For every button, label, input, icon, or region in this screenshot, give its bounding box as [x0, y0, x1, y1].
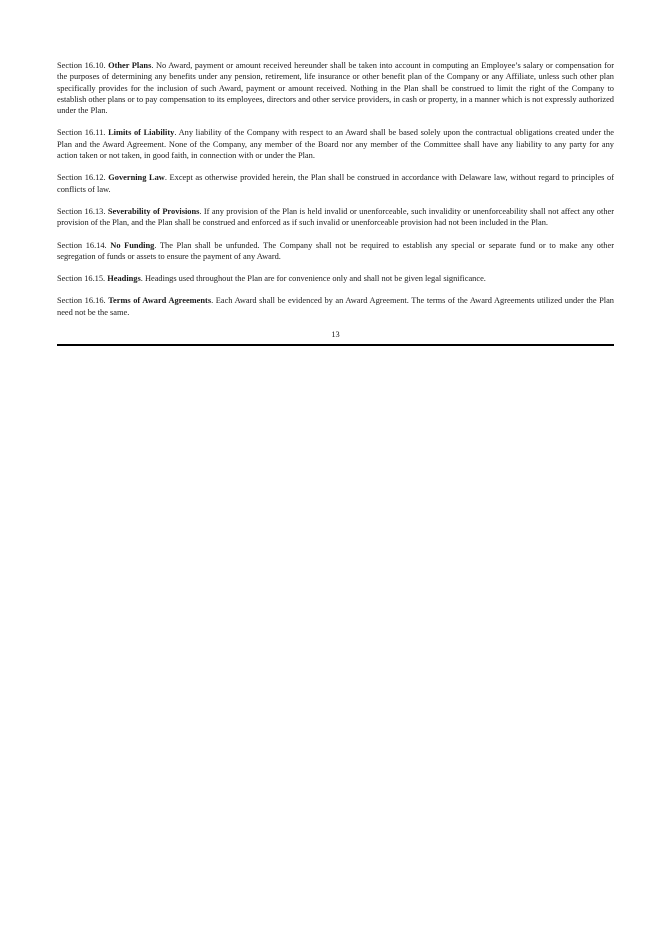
section-heading: Severability of Provisions [107, 206, 200, 216]
section-number: Section 16.15. [57, 274, 106, 284]
section-heading: Limits of Liability [108, 128, 175, 138]
section-text: Any liability of the Company with respect to an Award shall be based solely upon the contractual obligations created under the Plan and the Award Agreement. None of the Company, any member of the Board nor any member of the Committee shall have any liability to any party for any action taken or not taken, in good faith, in connection with or under the Plan. [57, 128, 614, 161]
section-number: Section 16.13. [57, 206, 106, 216]
section-text: No Award, payment or amount received hereunder shall be taken into account in computing an Employee’s salary or compensation for the purposes of determining any benefits under any pension, retirement, life insurance or other benefit plan of the Company or any Affiliate, unless such other plan specifically provides for the inclusion of such Award, payment or amount received. Nothing in the Plan shall be construed to limit the right of the Company to establish other plans or to pay compensation to its employees, directors and other service providers, in cash or property, in a manner which is not expressly authorized under the Plan. [57, 61, 615, 116]
section-16-14: Section 16.14. No Funding. The Plan shall be unfunded. The Company shall not be required to establish any special or separate fund or to make any other segregation of funds or assets to ensure the payment of any Award. [57, 240, 614, 261]
section-text: Headings used throughout the Plan are for convenience only and shall not be given legal significance. [144, 274, 486, 284]
section-number: Section 16.10. [57, 61, 106, 70]
section-heading: Terms of Award Agreements [108, 296, 212, 306]
section-text: Except as otherwise provided herein, the Plan shall be construed in accordance with Delaware law, without regard to principles of conflicts of law. [57, 173, 615, 194]
section-16-11: Section 16.11. Limits of Liability. Any liability of the Company with respect to an Award shall be based solely upon the contractual obligations created under the Plan and the Award Agreement. None of the Company, any member of the Board nor any member of the Committee shall have any liability to any party for any action taken or not taken, in good faith, in connection with or under the Plan. [57, 128, 614, 161]
section-number: Section 16.16. [57, 296, 106, 306]
section-heading: Governing Law [108, 173, 165, 183]
section-heading: Headings [107, 274, 141, 284]
section-heading: No Funding [110, 240, 155, 250]
section-text: The Plan shall be unfunded. The Company shall not be required to establish any special or separate fund or to make any other segregation of funds or assets to ensure the payment of any Award. [57, 240, 614, 261]
page-number: 13 [331, 330, 340, 340]
section-heading: Other Plans [108, 61, 152, 70]
document-page [57, 60, 614, 346]
section-16-13: Section 16.13. Severability of Provisions. If any provision of the Plan is held invalid or unenforceable, such invalidity or unenforceability shall not affect any other provision of the Plan, and the Plan shall be construed and enforced as if such invalid or unenforceable provision had not been included in the Plan. [57, 206, 615, 228]
section-text: Each Award shall be evidenced by an Award Agreement. The terms of the Award Agreements utilized under the Plan need not be the same. [57, 296, 614, 317]
footer-rule [57, 344, 614, 346]
section-number: Section 16.11. [57, 128, 106, 138]
section-16-10: Section 16.10. Other Plans. No Award, payment or amount received hereunder shall be taken into account in computing an Employee’s salary or compensation for the purposes of determining any benefits under any pension, retirement, life insurance or other benefit plan of the Company or any Affiliate, unless such other plan specifically provides for the inclusion of such Award, payment or amount received. Nothing in the Plan shall be construed to limit the right of the Company to establish other plans or to pay compensation to its employees, directors and other service providers, in cash or property, in a manner which is not expressly authorized under the Plan. [57, 61, 615, 116]
section-16-12: Section 16.12. Governing Law. Except as otherwise provided herein, the Plan shall be construed in accordance with Delaware law, without regard to principles of conflicts of law. [57, 173, 615, 194]
section-number: Section 16.14. [57, 240, 107, 250]
section-number: Section 16.12. [57, 173, 106, 183]
section-text: If any provision of the Plan is held invalid or unenforceable, such invalidity or unenforceability shall not affect any other provision of the Plan, and the Plan shall be construed and enforced as if such invalid or unenforceable provision had not been included in the Plan. [57, 206, 615, 228]
section-16-15: Section 16.15. Headings. Headings used throughout the Plan are for convenience only and shall not be given legal significance. [57, 274, 486, 284]
section-16-16: Section 16.16. Terms of Award Agreements. Each Award shall be evidenced by an Award Agreement. The terms of the Award Agreements utilized under the Plan need not be the same. [57, 296, 614, 317]
